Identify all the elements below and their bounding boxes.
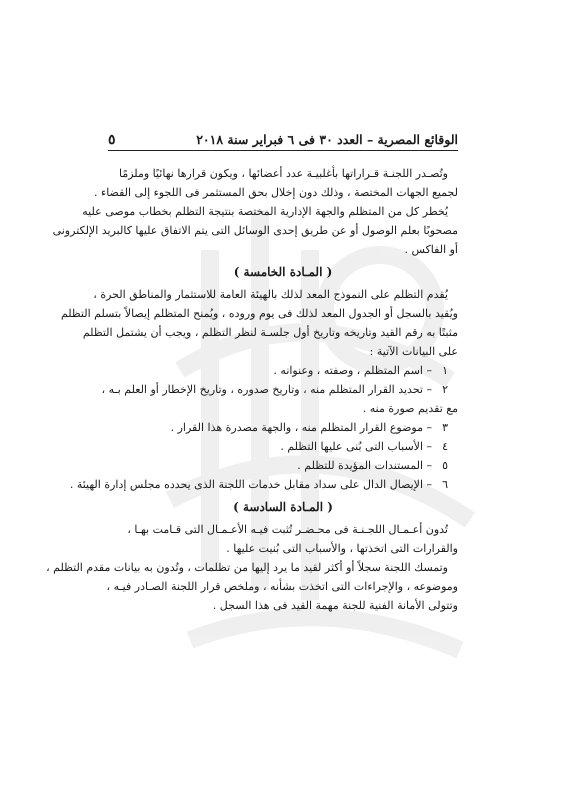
text-line: وموضوعه ، والإجراءات التى اتخذت بشأنه ، وملخص قرار اللجنة الصـادر فيـه ، xyxy=(106,580,458,593)
list-item-continuation: مع تقديم صورة منه . xyxy=(362,402,458,415)
header-title: الوقائع المصرية – العدد ٣٠ فى ٦ فبراير سنة ٢٠١٨ xyxy=(196,132,458,147)
list-item: ٤– الأسباب التى بُنى عليها التظلم . xyxy=(280,440,448,453)
list-item: ٢– تحديد القرار المتظلم منه ، وتاريخ صدوره ، وتاريخ الإخطار أو العلم بـه ، xyxy=(101,383,448,396)
text-line: يُخطر كل من المتظلم والجهة الإدارية المختصة بنتيجة التظلم بخطاب موصى عليه xyxy=(82,205,448,218)
text-line: مثبتًا به رقم القيد وتاريخه وتاريخ أول جلسـة لنظر التظلم ، ويجب أن يشتمل التظلم xyxy=(82,326,458,339)
text-line: والقرارات التى اتخذتها ، والأسباب التى بُنيت عليها . xyxy=(226,542,458,555)
article-5-heading: ( المـادة الخامسة ) xyxy=(233,265,333,279)
list-item: ٥– المستندات المؤيدة للتظلم . xyxy=(297,459,448,472)
text-line: تُدون أعـمـال اللجـنـة فى محـضـر تُثبت فيـه الأعـمـال التى قـامت بهـا ، xyxy=(127,523,448,536)
page-body xyxy=(46,164,458,615)
text-line: ويُقيد بالسجل أو الجدول المعد لذلك فى يوم وروده ، ويُمنح المتظلم إيصالاً بتسلم التظلم xyxy=(60,307,458,320)
list-item: ١– اسم المتظلم ، وصفته ، وعنوانه . xyxy=(273,364,448,377)
paragraph-notification xyxy=(52,202,458,259)
page-number: ٥ xyxy=(108,132,116,148)
text-line: وتتولى الأمانة الفنية للجنة مهمة القيد فى هذا السجل . xyxy=(212,599,458,612)
text-line: على البيانات الآتية : xyxy=(369,345,458,358)
text-line: وتُصـدر اللجنـة قـراراتها بأغلبيـة عدد أعضائها ، ويكون قرارها نهائيًا وملزمًا xyxy=(118,167,448,180)
article-6-heading: ( المـادة السادسة ) xyxy=(233,500,333,514)
article-5-list xyxy=(69,361,458,494)
header-rule xyxy=(108,150,458,151)
text-line: لجميع الجهات المختصة ، وذلك دون إخلال بحق المستثمر فى اللجوء إلى القضاء . xyxy=(94,186,458,199)
list-item: ٣– موضوع القرار المتظلم منه ، والجهة مصدرة هذا القرار . xyxy=(170,421,448,434)
article-6-body xyxy=(46,520,458,615)
list-item: ٦– الإيصال الدال على سداد مقابل خدمات اللجنة الذى يحدده مجلس إدارة الهيئة . xyxy=(69,478,448,491)
text-line: أو الفاكس . xyxy=(404,243,458,256)
paragraph-decision xyxy=(94,164,458,202)
gazette-page xyxy=(46,0,458,800)
text-line: مصحوبًا بعلم الوصول أو عن طريق إحدى الوسائل التى يتم الاتفاق عليها كالبريد الإلكترونى xyxy=(52,224,458,237)
text-line: يُقدم التظلم على النموذج المعد لذلك بالهيئة العامة للاستثمار والمناطق الحرة ، xyxy=(93,288,448,301)
text-line: وتمسك اللجنة سجلاً أو أكثر لقيد ما يرد إليها من تظلمات ، وتُدون به بيانات مقدم التظلم ، xyxy=(46,561,448,574)
article-5-body xyxy=(60,285,458,361)
page-header xyxy=(108,132,458,148)
